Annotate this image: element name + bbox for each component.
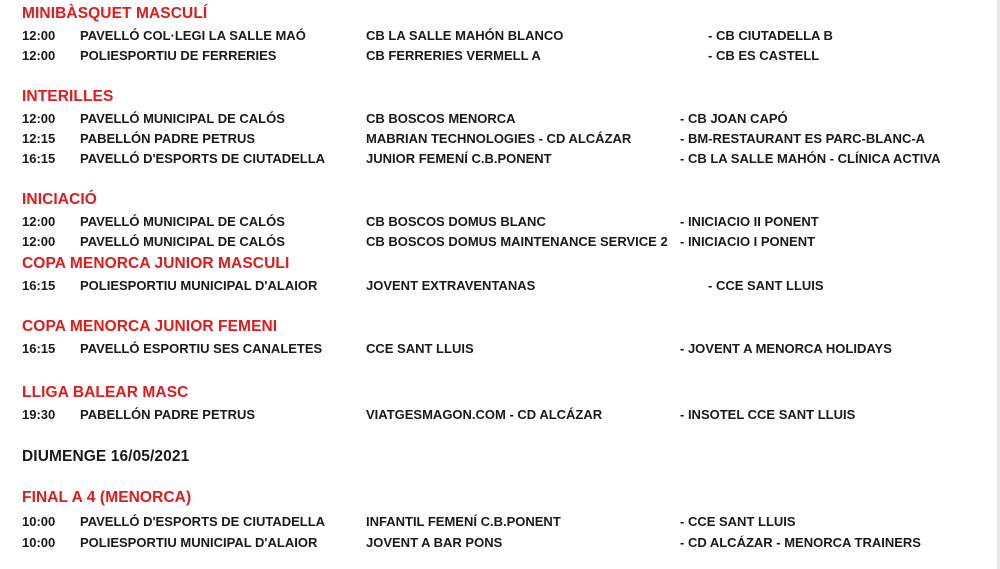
match-row [0,341,1000,362]
home-team: CB BOSCOS MENORCA [366,111,516,126]
match-row [0,535,1000,556]
section-title: MINIBÀSQUET MASCULÍ [22,5,208,22]
match-venue: PAVELLÓ D'ESPORTS DE CIUTADELLA [80,151,326,166]
match-time: 12:00 [22,28,56,43]
match-time: 19:30 [22,407,56,422]
match-venue: PAVELLÓ ESPORTIU SES CANALETES [80,341,323,356]
away-team: - CB LA SALLE MAHÓN - CLÍNICA ACTIVA [680,151,941,166]
match-row [0,48,1000,69]
home-team: CB BOSCOS DOMUS MAINTENANCE SERVICE 2 [366,234,668,249]
match-venue: PAVELLÓ MUNICIPAL DE CALÓS [80,214,285,229]
match-row [0,151,1000,172]
section-heading [0,5,1000,26]
away-team: - JOVENT A MENORCA HOLIDAYS [680,341,892,356]
home-team: MABRIAN TECHNOLOGIES - CD ALCÁZAR [366,131,632,146]
section-heading [0,191,1000,212]
away-team: - BM-RESTAURANT ES PARC-BLANC-A [680,131,926,146]
match-venue: POLIESPORTIU MUNICIPAL D'ALAIOR [80,278,318,293]
section-title: INTERILLES [22,88,114,105]
match-row [0,131,1000,152]
home-team: JUNIOR FEMENÍ C.B.PONENT [366,151,552,166]
match-row [0,278,1000,299]
section-heading [0,255,1000,276]
match-time: 12:00 [22,214,56,229]
match-time: 10:00 [22,514,56,529]
match-row [0,214,1000,235]
section-heading [0,489,1000,510]
away-team: - CB CIUTADELLA B [708,28,833,43]
match-time: 12:00 [22,48,56,63]
home-team: CB FERRERIES VERMELL A [366,48,541,63]
home-team: CB LA SALLE MAHÓN BLANCO [366,28,564,43]
section-heading [0,88,1000,109]
match-time: 12:00 [22,234,56,249]
section-title: COPA MENORCA JUNIOR MASCULI [22,255,290,272]
match-time: 12:00 [22,111,56,126]
away-team: - CCE SANT LLUIS [680,514,796,529]
away-team: - CB JOAN CAPÓ [680,111,788,126]
match-venue: PAVELLÓ MUNICIPAL DE CALÓS [80,111,285,126]
section-title: LLIGA BALEAR MASC [22,384,189,401]
away-team: - CD ALCÁZAR - MENORCA TRAINERS [680,535,921,550]
match-row [0,234,1000,255]
date-heading-text: DIUMENGE 16/05/2021 [22,448,190,465]
away-team: - CCE SANT LLUIS [708,278,824,293]
match-time: 16:15 [22,341,56,356]
date-heading [0,448,1000,469]
home-team: JOVENT A BAR PONS [366,535,503,550]
match-venue: PAVELLÓ D'ESPORTS DE CIUTADELLA [80,514,326,529]
section-title: COPA MENORCA JUNIOR FEMENI [22,318,278,335]
match-venue: PABELLÓN PADRE PETRUS [80,131,256,146]
match-time: 10:00 [22,535,56,550]
match-venue: PAVELLÓ COL·LEGI LA SALLE MAÓ [80,28,306,43]
section-heading [0,318,1000,339]
match-row [0,407,1000,428]
match-row [0,514,1000,535]
home-team: JOVENT EXTRAVENTANAS [366,278,536,293]
home-team: INFANTIL FEMENÍ C.B.PONENT [366,514,561,529]
home-team: CB BOSCOS DOMUS BLANC [366,214,546,229]
away-team: - CB ES CASTELL [708,48,820,63]
match-venue: POLIESPORTIU DE FERRERIES [80,48,277,63]
home-team: CCE SANT LLUIS [366,341,474,356]
match-venue: PAVELLÓ MUNICIPAL DE CALÓS [80,234,285,249]
section-heading [0,384,1000,405]
match-row [0,28,1000,49]
match-venue: POLIESPORTIU MUNICIPAL D'ALAIOR [80,535,318,550]
match-time: 16:15 [22,151,56,166]
match-time: 12:15 [22,131,56,146]
away-team: - INSOTEL CCE SANT LLUIS [680,407,856,422]
away-team: - INICIACIO I PONENT [680,234,816,249]
match-row [0,111,1000,132]
match-venue: PABELLÓN PADRE PETRUS [80,407,256,422]
match-time: 16:15 [22,278,56,293]
away-team: - INICIACIO II PONENT [680,214,819,229]
home-team: VIATGESMAGON.COM - CD ALCÁZAR [366,407,603,422]
section-title: INICIACIÓ [22,191,97,208]
section-title: FINAL A 4 (MENORCA) [22,489,192,506]
